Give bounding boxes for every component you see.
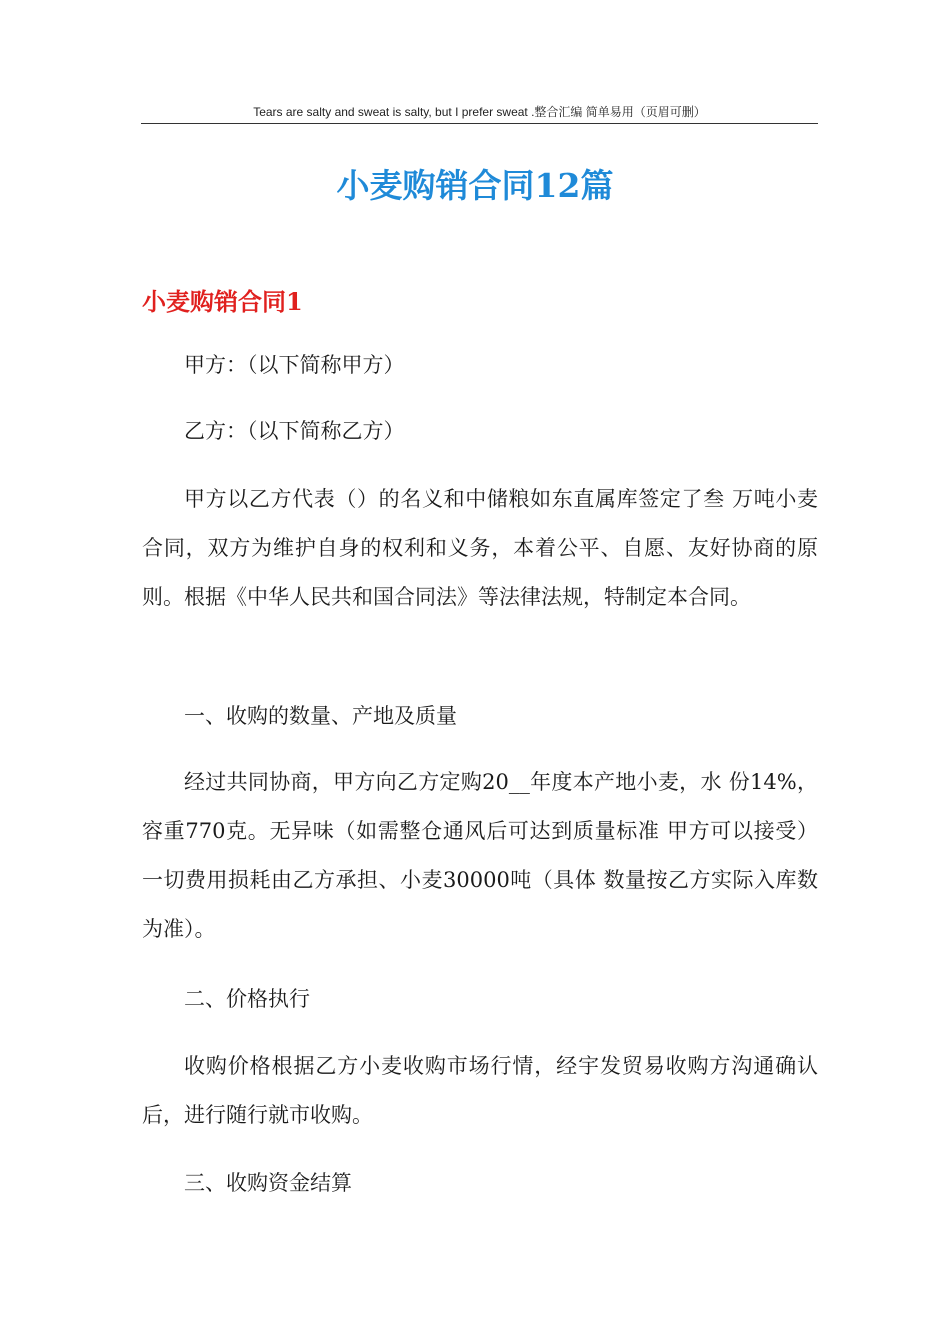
body-paragraph bbox=[142, 1159, 818, 1208]
paragraph-text: 甲方以乙方代表（）的名义和中储粮如东直属库签定了叁 万吨小麦合同，双方为维护自身的权利和义务，本着公平、自愿、友好协商的原则。根据《中华人民共和国合同法》等法律法规，特制定本合同。 bbox=[142, 487, 818, 609]
body-paragraph: 乙方：（以下简称乙方） bbox=[184, 419, 405, 443]
body-paragraph bbox=[142, 692, 818, 741]
body-paragraph: 甲方：（以下简称甲方） bbox=[184, 353, 405, 377]
section-title: 小麦购销合同1 bbox=[142, 287, 303, 316]
paragraph-text: 三、收购资金结算 bbox=[184, 1171, 352, 1195]
page-header: Tears are salty and sweat is salty, but I prefer sweat .整合汇编 简单易用（页眉可删） bbox=[253, 105, 706, 119]
body-paragraph bbox=[142, 1042, 818, 1140]
body-paragraph bbox=[142, 975, 818, 1024]
paragraph-text: 二、价格执行 bbox=[184, 987, 310, 1011]
document-title: 小麦购销合同12篇 bbox=[336, 166, 614, 205]
header-divider bbox=[141, 123, 818, 124]
body-paragraph bbox=[142, 475, 818, 622]
body-paragraph bbox=[142, 758, 818, 954]
paragraph-text: 收购价格根据乙方小麦收购市场行情，经宇发贸易收购方沟通确认后，进行随行就市收购。 bbox=[142, 1054, 818, 1127]
paragraph-text: 一、收购的数量、产地及质量 bbox=[184, 704, 457, 728]
paragraph-text: 经过共同协商，甲方向乙方定购20__年度本产地小麦，水 份14%，容重770克。无异味（如需整仓通风后可达到质量标准 甲方可以接受）一切费用损耗由乙方承担、小麦30000吨（具体 数量按乙方实际入库数为准）。 bbox=[142, 770, 818, 941]
